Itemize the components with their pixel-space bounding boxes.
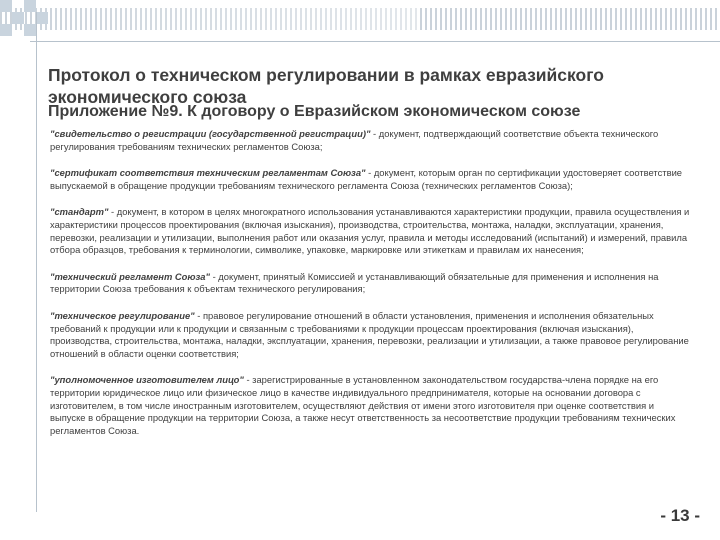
definition-term: "уполномоченное изготовителем лицо" [50,374,244,386]
decorative-band-fade [0,8,420,30]
decorative-horizontal-line [30,41,720,42]
definition-text: - документ, которым орган по сертификации удостоверяет соответствие выпускаемой в обращение продукции требованиям технического регламента Союза (технических регламентов Союза); [50,167,683,191]
definition-text: - правовое регулирование отношений в области установления, применения и исполнения обязательных требований к продукции или к продукции и связанным с требованиями к продукции процессам проектирования (включая изыскания), производства, строительства, монтажа, наладки, эксплуатации, хранения, перевозки, реализации и утилизации, а также правовое регулирование отношений в области оценки соответствия; [50,309,689,359]
decorative-checker [0,0,60,60]
definition-text: - документ, подтверждающий соответствие объекта технического регулирования требованиям технических регламентов Союза; [50,128,659,152]
definition-text: - документ, принятый Комиссией и устанавливающий обязательные для применения и исполнения на территории Союза требования к объектам технического регулирования; [50,270,659,295]
decorative-vertical-line [36,12,37,512]
definition-text: - документ, в котором в целях многократного использования устанавливаются характеристики продукции, правила осуществления и характеристики процессов проектирования (включая изыскания), производства, строительства, монтажа, наладки, эксплуатации, хранения, перевозки, реализации и утилизации, выполнения работ или оказания услуг, правила и методы исследований (испытаний) и измерений, правила отбора образцов, требования к терминологии, символике, упаковке, маркировке или этикеткам и правилам их нанесения; [50,206,690,256]
definition-item [50,374,690,437]
slide-title: Протокол о техническом регулировании в рамках евразийского экономического союза [48,64,604,107]
definition-item [50,271,690,296]
definition-term: "технический регламент Союза" [50,270,210,282]
definition-item [50,167,690,192]
definition-term: "сертификат соответствия техническим регламентам Союза" [50,167,366,179]
definition-term: "техническое регулирование" [50,309,195,321]
definition-item [50,206,690,256]
definition-term: "стандарт" [50,206,109,218]
definitions-list [50,128,690,451]
page-number: - 13 - [660,506,700,525]
definition-text: - зарегистрированные в установленном законодательством государства-члена порядке на его территории юридическое лицо или физическое лицо в качестве индивидуального предпринимателя, которые на основании договора с изготовителем, в том числе иностранным изготовителем, осуществляют действия от имени этого изготовителя при оценке соответствия и выпуске в обращение продукции на территории Союза, а также несут ответственность за несоответствие продукции требованиям технических регламентов Союза. [50,374,676,436]
definition-item [50,128,690,153]
slide-subtitle: Приложение №9. К договору о Евразийском экономическом союзе [48,103,581,120]
definition-term: "свидетельство о регистрации (государственной регистрации)" [50,128,371,139]
definition-item [50,310,690,360]
